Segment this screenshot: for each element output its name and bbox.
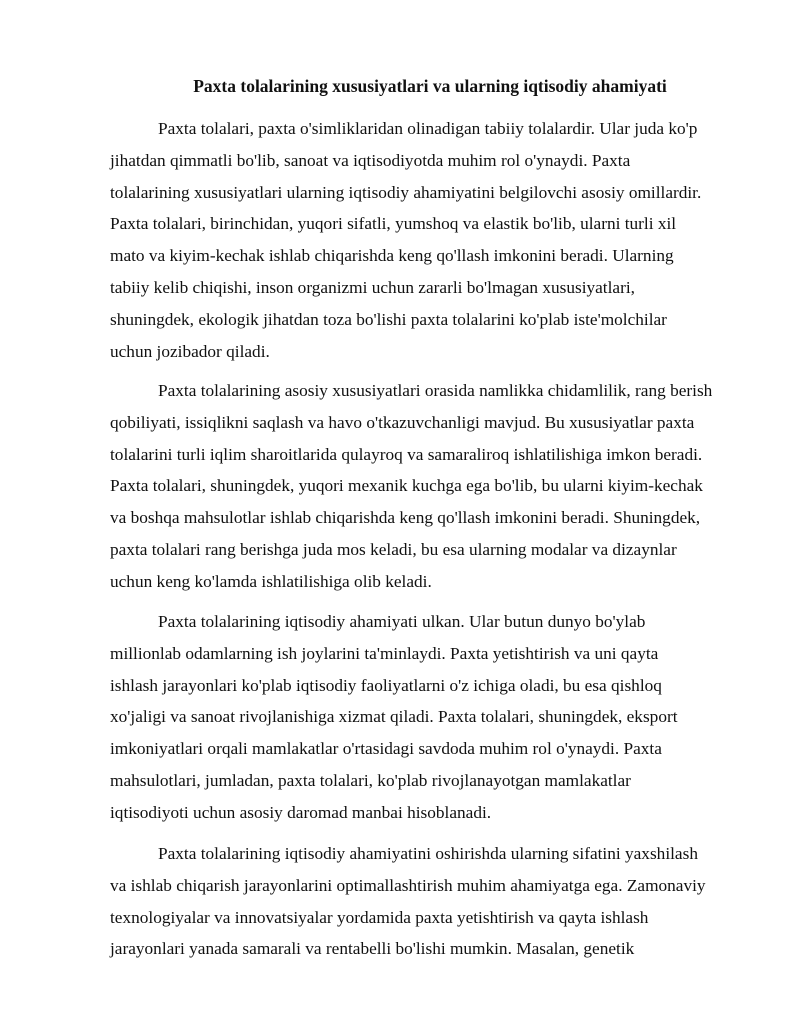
paragraph-line: jarayonlari yanada samarali va rentabelli bo'lishi mumkin. Masalan, genetik bbox=[110, 939, 635, 959]
paragraph-line: millionlab odamlarning ish joylarini ta'minlaydi. Paxta yetishtirish va uni qayta bbox=[110, 643, 659, 663]
paragraph-line: paxta tolalari rang berishga juda mos keladi, bu esa ularning modalar va dizaynlar bbox=[110, 539, 677, 559]
paragraph-line: tabiiy kelib chiqishi, inson organizmi uchun zararli bo'lmagan xususiyatlari, bbox=[110, 277, 635, 297]
paragraph-line: Paxta tolalarining iqtisodiy ahamiyatini oshirishda ularning sifatini yaxshilash bbox=[158, 844, 698, 863]
paragraph-line: Paxta tolalarining asosiy xususiyatlari orasida namlikka chidamlilik, rang berish bbox=[158, 381, 713, 400]
paragraph-line: mato va kiyim-kechak ishlab chiqarishda keng qo'llash imkonini beradi. Ularning bbox=[110, 246, 674, 266]
paragraph-line: Paxta tolalari, paxta o'simliklaridan olinadigan tabiiy tolalardir. Ular juda ko'p bbox=[158, 119, 698, 138]
paragraph-line: imkoniyatlari orqali mamlakatlar o'rtasidagi savdoda muhim rol o'ynaydi. Paxta bbox=[110, 739, 662, 759]
paragraph-line: mahsulotlari, jumladan, paxta tolalari, ko'plab rivojlanayotgan mamlakatlar bbox=[110, 770, 631, 790]
paragraph-line: iqtisodiyoti uchun asosiy daromad manbai hisoblanadi. bbox=[110, 802, 492, 822]
paragraph-line: Paxta tolalari, shuningdek, yuqori mexanik kuchga ega bo'lib, bu ularni kiyim-kechak bbox=[110, 476, 703, 496]
paragraph-line: va boshqa mahsulotlar ishlab chiqarishda keng qo'llash imkonini beradi. Shuningdek, bbox=[110, 508, 701, 528]
paragraph-line: xo'jaligi va sanoat rivojlanishiga xizmat qiladi. Paxta tolalari, shuningdek, eksport bbox=[110, 707, 678, 727]
paragraph-2 bbox=[110, 375, 750, 598]
paragraph-line: jihatdan qimmatli bo'lib, sanoat va iqtisodiyotda muhim rol o'ynaydi. Paxta bbox=[110, 150, 631, 170]
paragraph-line: uchun keng ko'lamda ishlatilishiga olib keladi. bbox=[110, 571, 432, 591]
paragraph-line: tolalarining xususiyatlari ularning iqtisodiy ahamiyatini belgilovchi asosiy omillardir. bbox=[110, 182, 702, 202]
paragraph-line: qobiliyati, issiqlikni saqlash va havo o'tkazuvchanligi mavjud. Bu xususiyatlar paxta bbox=[110, 412, 695, 432]
paragraph-line: ishlash jarayonlari ko'plab iqtisodiy faoliyatlarni o'z ichiga oladi, bu esa qishloq bbox=[110, 675, 662, 695]
paragraph-line: uchun jozibador qiladi. bbox=[110, 341, 270, 361]
document-title: Paxta tolalarining xususiyatlari va ularning iqtisodiy ahamiyati bbox=[193, 76, 667, 96]
paragraph-line: texnologiyalar va innovatsiyalar yordamida paxta yetishtirish va qayta ishlash bbox=[110, 907, 649, 927]
paragraph-line: tolalarini turli iqlim sharoitlarida qulayroq va samaraliroq ishlatilishiga imkon beradi. bbox=[110, 444, 703, 464]
paragraph-line: va ishlab chiqarish jarayonlarini optimallashtirish muhim ahamiyatga ega. Zamonaviy bbox=[110, 875, 706, 895]
paragraph-3 bbox=[110, 606, 750, 829]
paragraph-line: Paxta tolalarining iqtisodiy ahamiyati ulkan. Ular butun dunyo bo'ylab bbox=[158, 612, 646, 631]
paragraph-1 bbox=[110, 113, 750, 367]
paragraph-line: shuningdek, ekologik jihatdan toza bo'lishi paxta tolalarini ko'plab iste'molchilar bbox=[110, 309, 667, 329]
paragraph-4 bbox=[110, 838, 750, 965]
paragraph-line: Paxta tolalari, birinchidan, yuqori sifatli, yumshoq va elastik bo'lib, ularni turli xil bbox=[110, 214, 677, 234]
